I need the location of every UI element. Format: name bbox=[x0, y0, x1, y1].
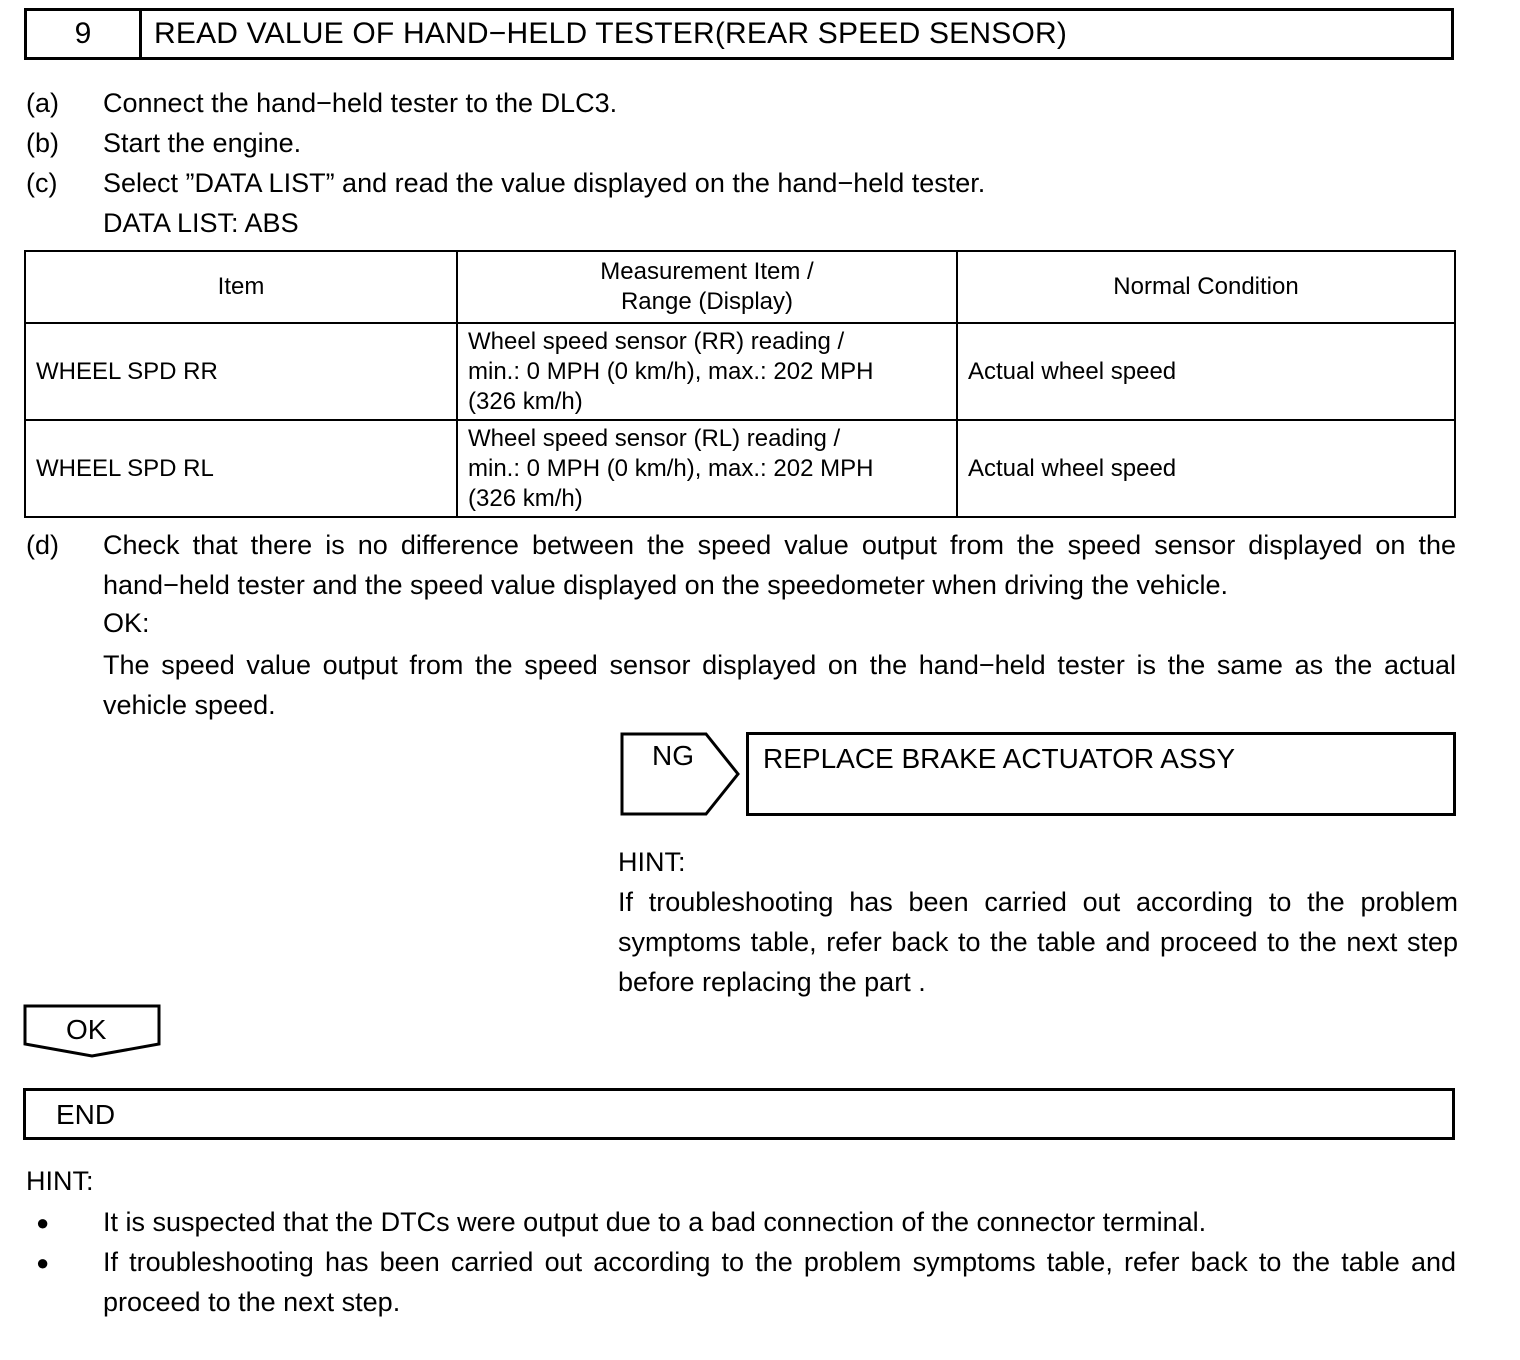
data-list-label: DATA LIST: ABS bbox=[103, 208, 299, 238]
step-d-text: Check that there is no difference between the speed value output from the speed sensor displayed on the hand−held tester and the speed value displayed on the speedometer when driving the vehicle. bbox=[103, 530, 1456, 600]
row-item: WHEEL SPD RR bbox=[25, 323, 457, 420]
header-measurement-line1: Measurement Item / bbox=[600, 258, 814, 285]
final-hint-label: HINT: bbox=[26, 1166, 94, 1196]
ok-condition-text: The speed value output from the speed sensor displayed on the hand−held tester is the same as the actual vehicle speed. bbox=[103, 650, 1456, 720]
bullet-icon: ● bbox=[36, 1250, 50, 1275]
row-measurement-line: min.: 0 MPH (0 km/h), max.: 202 MPH bbox=[468, 357, 874, 385]
row-measurement-line: Wheel speed sensor (RR) reading / bbox=[468, 327, 845, 355]
bullet-icon: ● bbox=[36, 1210, 50, 1235]
ng-hint bbox=[618, 842, 1458, 1002]
row-normal-condition: Actual wheel speed bbox=[957, 323, 1455, 420]
table-row bbox=[25, 420, 1455, 517]
ng-action-box: REPLACE BRAKE ACTUATOR ASSY bbox=[746, 732, 1456, 816]
header-item: Item bbox=[25, 251, 457, 323]
row-measurement-line: Wheel speed sensor (RL) reading / bbox=[468, 424, 841, 452]
step-b-text: Start the engine. bbox=[103, 128, 302, 158]
step-a-text: Connect the hand−held tester to the DLC3. bbox=[103, 88, 618, 118]
row-measurement bbox=[457, 420, 957, 517]
final-hint-bullet: If troubleshooting has been carried out according to the problem symptoms table, refer back to the table and proceed to the next step. bbox=[103, 1247, 1456, 1317]
row-item: WHEEL SPD RL bbox=[25, 420, 457, 517]
step-d-label: (d) bbox=[26, 530, 59, 560]
step-c bbox=[26, 168, 86, 199]
step-title: READ VALUE OF HAND−HELD TESTER(REAR SPEED SENSOR) bbox=[154, 17, 1068, 50]
header-normal-condition: Normal Condition bbox=[957, 251, 1455, 323]
final-hint-bullet: It is suspected that the DTCs were output due to a bad connection of the connector terminal. bbox=[103, 1207, 1207, 1237]
header-measurement-line2: Range (Display) bbox=[620, 288, 794, 315]
header-measurement bbox=[457, 251, 957, 323]
data-list-table bbox=[24, 250, 1456, 518]
row-measurement bbox=[457, 323, 957, 420]
step-a-label: (a) bbox=[26, 88, 59, 118]
step-a bbox=[26, 88, 86, 119]
ok-condition-label: OK: bbox=[103, 608, 150, 638]
step-c-text: Select ”DATA LIST” and read the value displayed on the hand−held tester. bbox=[103, 168, 986, 198]
row-measurement-line: min.: 0 MPH (0 km/h), max.: 202 MPH bbox=[468, 454, 874, 482]
ng-hint-label: HINT: bbox=[618, 847, 686, 877]
step-number: 9 bbox=[27, 11, 142, 57]
ng-label: NG bbox=[652, 740, 694, 771]
step-header bbox=[24, 8, 1454, 60]
step-b bbox=[26, 128, 86, 159]
ng-hint-text: If troubleshooting has been carried out according to the problem symptoms table, refer back to the table and proceed to the next step before replacing the part . bbox=[618, 887, 1458, 997]
table-row bbox=[25, 323, 1455, 420]
row-normal-condition: Actual wheel speed bbox=[957, 420, 1455, 517]
step-b-label: (b) bbox=[26, 128, 59, 158]
end-box: END bbox=[23, 1088, 1455, 1140]
row-measurement-line: (326 km/h) bbox=[468, 387, 583, 415]
row-measurement-line: (326 km/h) bbox=[468, 484, 583, 512]
step-c-label: (c) bbox=[26, 168, 58, 198]
ok-arrow-label: OK bbox=[66, 1014, 107, 1045]
table-header-row bbox=[25, 251, 1455, 323]
